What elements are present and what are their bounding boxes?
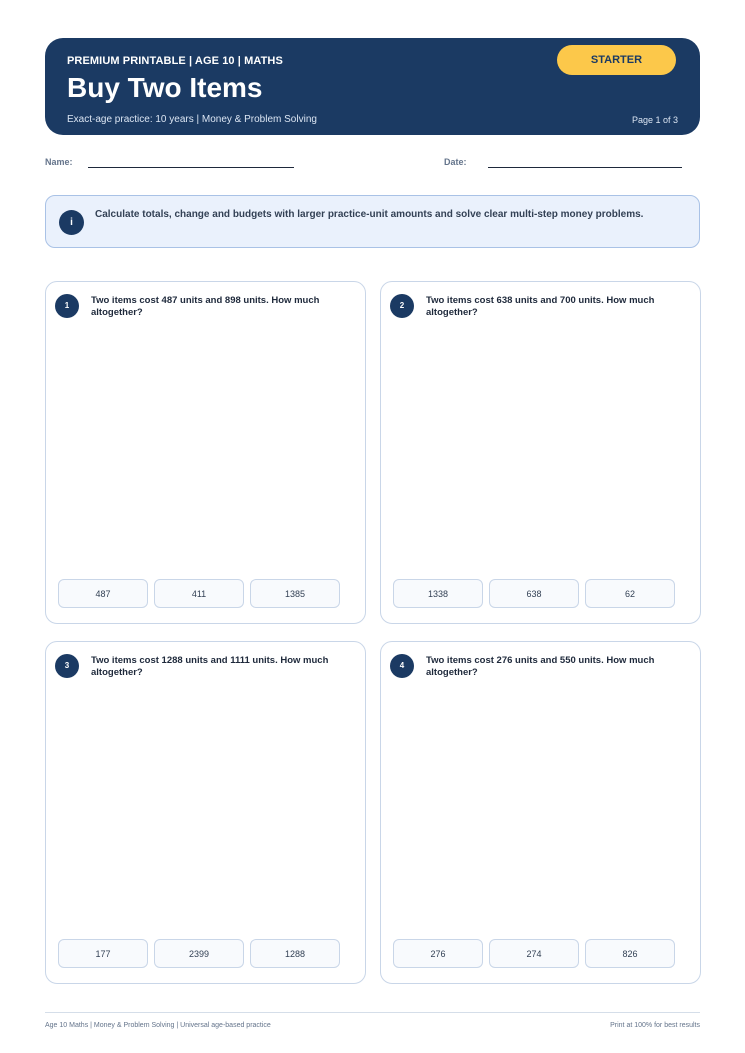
answer-option[interactable]: 1338 bbox=[393, 579, 483, 608]
question-card-4 bbox=[380, 641, 701, 984]
answer-option[interactable]: 638 bbox=[489, 579, 579, 608]
footer-divider bbox=[45, 1012, 700, 1013]
footer-left-text: Age 10 Maths | Money & Problem Solving | Universal age-based practice bbox=[45, 1022, 271, 1029]
header-eyebrow: PREMIUM PRINTABLE | AGE 10 | MATHS bbox=[67, 55, 283, 67]
worksheet-header bbox=[45, 38, 700, 135]
answer-option[interactable]: 62 bbox=[585, 579, 675, 608]
answer-option[interactable]: 177 bbox=[58, 939, 148, 968]
instructions-text: Calculate totals, change and budgets with larger practice-unit amounts and solve clear multi-step money problems. bbox=[95, 209, 644, 220]
answer-option[interactable]: 826 bbox=[585, 939, 675, 968]
date-label: Date: bbox=[444, 157, 467, 167]
header-subtitle: Exact-age practice: 10 years | Money & Problem Solving bbox=[67, 114, 317, 125]
question-card-3 bbox=[45, 641, 366, 984]
answer-option[interactable]: 274 bbox=[489, 939, 579, 968]
footer-right-text: Print at 100% for best results bbox=[610, 1022, 700, 1029]
question-number: 1 bbox=[55, 294, 79, 318]
answer-option[interactable]: 487 bbox=[58, 579, 148, 608]
level-badge: STARTER bbox=[557, 45, 676, 75]
question-text: Two items cost 276 units and 550 units. How much altogether? bbox=[426, 655, 655, 678]
question-card-2 bbox=[380, 281, 701, 624]
page-title: Buy Two Items bbox=[67, 72, 263, 103]
answer-option[interactable]: 1288 bbox=[250, 939, 340, 968]
question-text: Two items cost 487 units and 898 units. How much altogether? bbox=[91, 295, 320, 318]
info-icon: i bbox=[59, 210, 84, 235]
question-number: 4 bbox=[390, 654, 414, 678]
answer-option[interactable]: 276 bbox=[393, 939, 483, 968]
instructions-box bbox=[45, 195, 700, 248]
question-number: 2 bbox=[390, 294, 414, 318]
page-number: Page 1 of 3 bbox=[631, 115, 678, 125]
question-text: Two items cost 638 units and 700 units. How much altogether? bbox=[426, 295, 655, 318]
answer-option[interactable]: 2399 bbox=[154, 939, 244, 968]
name-label: Name: bbox=[45, 157, 73, 167]
date-field[interactable] bbox=[488, 167, 682, 168]
question-number: 3 bbox=[55, 654, 79, 678]
question-text: Two items cost 1288 units and 1111 units. How much altogether? bbox=[91, 655, 329, 678]
answer-option[interactable]: 1385 bbox=[250, 579, 340, 608]
name-field[interactable] bbox=[88, 167, 294, 168]
question-card-1 bbox=[45, 281, 366, 624]
answer-option[interactable]: 411 bbox=[154, 579, 244, 608]
